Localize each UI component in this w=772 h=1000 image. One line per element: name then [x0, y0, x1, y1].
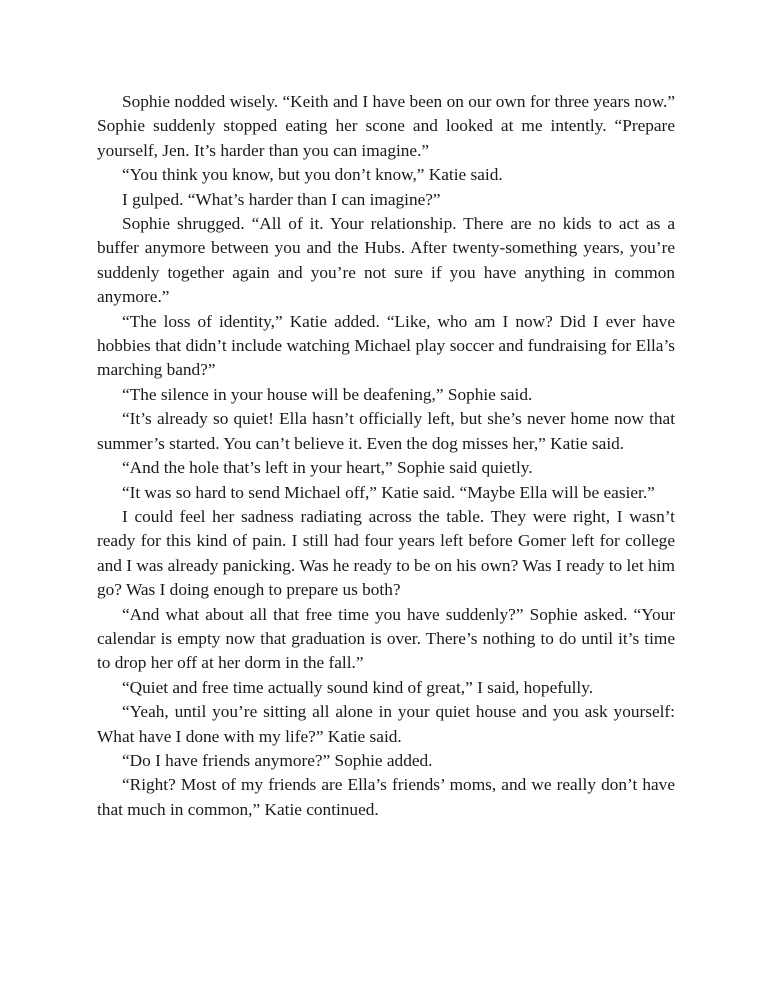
paragraph: “It’s already so quiet! Ella hasn’t officially left, but she’s never home now that summer’s started. You can’t believe it. Even the dog misses her,” Katie said. — [97, 409, 675, 453]
paragraph: “Right? Most of my friends are Ella’s friends’ moms, and we really don’t have that much in common,” Katie continued. — [97, 775, 675, 819]
paragraph: “Do I have friends anymore?” Sophie added. — [122, 750, 433, 770]
paragraph: Sophie nodded wisely. “Keith and I have been on our own for three years now.” Sophie suddenly stopped eating her scone and looked at me intently. “Prepare yourself, Jen. It’s harder than you can imagine.” — [97, 92, 675, 160]
paragraph: “The loss of identity,” Katie added. “Like, who am I now? Did I ever have hobbies that didn’t include watching Michael play soccer and fundraising for Ella’s marching band?” — [97, 311, 675, 380]
paragraph: I gulped. “What’s harder than I can imagine?” — [122, 189, 441, 209]
paragraph: “You think you know, but you don’t know,” Katie said. — [122, 165, 503, 185]
paragraph: “And the hole that’s left in your heart,” Sophie said quietly. — [122, 458, 533, 478]
book-page — [97, 90, 675, 822]
paragraph: I could feel her sadness radiating across the table. They were right, I wasn’t ready for this kind of pain. I still had four years left before Gomer left for college and I was already panicking. Was he ready to be on his own? Was I ready to let him go? Was I doing enough to prepare us both? — [97, 506, 675, 600]
paragraph: “And what about all that free time you have suddenly?” Sophie asked. “Your calendar is empty now that graduation is over. There’s nothing to do until it’s time to drop her off at her dorm in the fall.” — [97, 604, 675, 673]
paragraph: “It was so hard to send Michael off,” Katie said. “Maybe Ella will be easier.” — [122, 482, 655, 502]
paragraph: Sophie shrugged. “All of it. Your relationship. There are no kids to act as a buffer anymore between you and the Hubs. After twenty-something years, you’re suddenly together again and you’re not sure if you have anything in common anymore.” — [97, 214, 675, 307]
paragraph: “The silence in your house will be deafening,” Sophie said. — [122, 384, 533, 404]
paragraph: “Yeah, until you’re sitting all alone in your quiet house and you ask yourself: What have I done with my life?” Katie said. — [97, 702, 675, 746]
paragraph: “Quiet and free time actually sound kind of great,” I said, hopefully. — [122, 677, 594, 697]
